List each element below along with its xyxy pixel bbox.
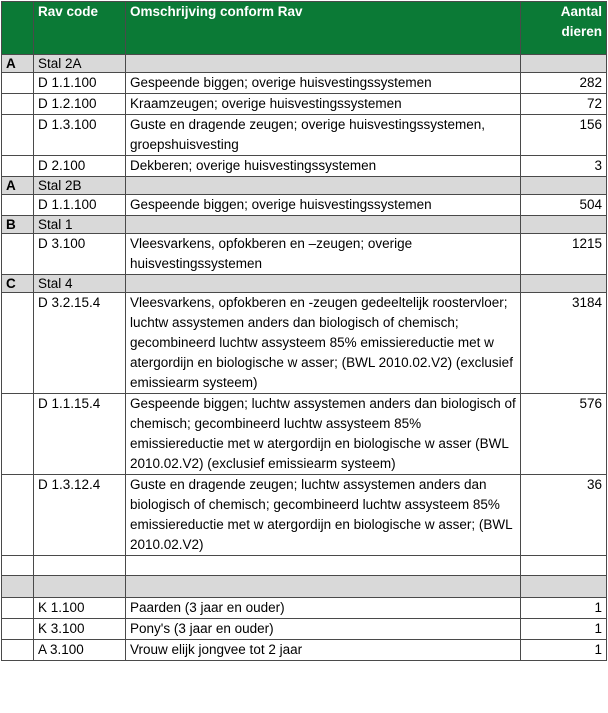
description: Gespeende biggen; luchtw assystemen anders dan biologisch of chemisch; gecombineerd luchtw assysteem 85% emissiereductie met w atergordijn en biologische w asser (BWL 2010.02.V2) (exclusief emissiearm systeem) — [126, 394, 521, 475]
table-row — [2, 598, 607, 619]
table-row — [2, 195, 607, 216]
animal-count: 576 — [521, 394, 607, 475]
header-section-cell — [2, 2, 34, 55]
table-row — [2, 394, 607, 475]
header-count-line2: dieren — [561, 24, 602, 39]
description: Gespeende biggen; overige huisvestingssystemen — [126, 73, 521, 94]
rav-code: K 1.100 — [34, 598, 126, 619]
table-row — [2, 156, 607, 177]
rav-code: D 1.2.100 — [34, 94, 126, 115]
group-row — [2, 177, 607, 195]
animal-count: 1 — [521, 640, 607, 661]
rav-code: D 3.2.15.4 — [34, 293, 126, 394]
header-animal-count — [521, 2, 607, 55]
section-letter: A — [2, 177, 34, 195]
animal-count: 1215 — [521, 234, 607, 275]
rav-code: D 3.100 — [34, 234, 126, 275]
rav-code: D 1.1.100 — [34, 195, 126, 216]
blank-row — [2, 556, 607, 576]
header-row — [2, 2, 607, 55]
group-row — [2, 275, 607, 293]
table-row — [2, 293, 607, 394]
description: Vrouw elijk jongvee tot 2 jaar — [126, 640, 521, 661]
description: Dekberen; overige huisvestingssystemen — [126, 156, 521, 177]
stal-name: Stal 1 — [34, 216, 126, 234]
header-rav-code: Rav code — [34, 2, 126, 55]
rav-code: D 1.3.12.4 — [34, 475, 126, 556]
table-row — [2, 619, 607, 640]
rav-code: D 2.100 — [34, 156, 126, 177]
description: Kraamzeugen; overige huisvestingssystemen — [126, 94, 521, 115]
animal-count: 3184 — [521, 293, 607, 394]
section-letter: C — [2, 275, 34, 293]
table-row — [2, 73, 607, 94]
spacer-row — [2, 576, 607, 598]
section-letter: A — [2, 55, 34, 73]
table-row — [2, 640, 607, 661]
description: Vleesvarkens, opfokberen en -zeugen gedeeltelijk roostervloer; luchtw assystemen anders dan biologisch of chemisch; gecombineerd luchtw assysteem 85% emissiereductie met w atergordijn en biologische w asser; (BWL 2010.02.V2) (exclusief emissiearm systeem) — [126, 293, 521, 394]
description: Guste en dragende zeugen; overige huisvestingssystemen, groepshuisvesting — [126, 115, 521, 156]
table-row — [2, 94, 607, 115]
animal-count: 36 — [521, 475, 607, 556]
table-row — [2, 115, 607, 156]
rav-code: D 1.3.100 — [34, 115, 126, 156]
group-row — [2, 216, 607, 234]
animal-count: 3 — [521, 156, 607, 177]
rav-code: D 1.1.15.4 — [34, 394, 126, 475]
table-row — [2, 234, 607, 275]
header-description: Omschrijving conform Rav — [126, 2, 521, 55]
animal-count-table — [1, 1, 607, 661]
stal-name: Stal 2B — [34, 177, 126, 195]
description: Vleesvarkens, opfokberen en –zeugen; overige huisvestingssystemen — [126, 234, 521, 275]
description: Gespeende biggen; overige huisvestingssystemen — [126, 195, 521, 216]
animal-count: 1 — [521, 598, 607, 619]
rav-code: A 3.100 — [34, 640, 126, 661]
rav-code: K 3.100 — [34, 619, 126, 640]
animal-count: 504 — [521, 195, 607, 216]
animal-count: 72 — [521, 94, 607, 115]
description: Pony's (3 jaar en ouder) — [126, 619, 521, 640]
group-row — [2, 55, 607, 73]
animal-count: 1 — [521, 619, 607, 640]
description: Paarden (3 jaar en ouder) — [126, 598, 521, 619]
stal-name: Stal 2A — [34, 55, 126, 73]
header-count-line1: Aantal — [560, 4, 602, 19]
table-row — [2, 475, 607, 556]
description: Guste en dragende zeugen; luchtw assystemen anders dan biologisch of chemisch; gecombineerd luchtw assysteem 85% emissiereductie met w atergordijn en biologische w asser; (BWL 2010.02.V2) — [126, 475, 521, 556]
animal-count: 156 — [521, 115, 607, 156]
rav-code: D 1.1.100 — [34, 73, 126, 94]
section-letter: B — [2, 216, 34, 234]
stal-name: Stal 4 — [34, 275, 126, 293]
animal-count: 282 — [521, 73, 607, 94]
